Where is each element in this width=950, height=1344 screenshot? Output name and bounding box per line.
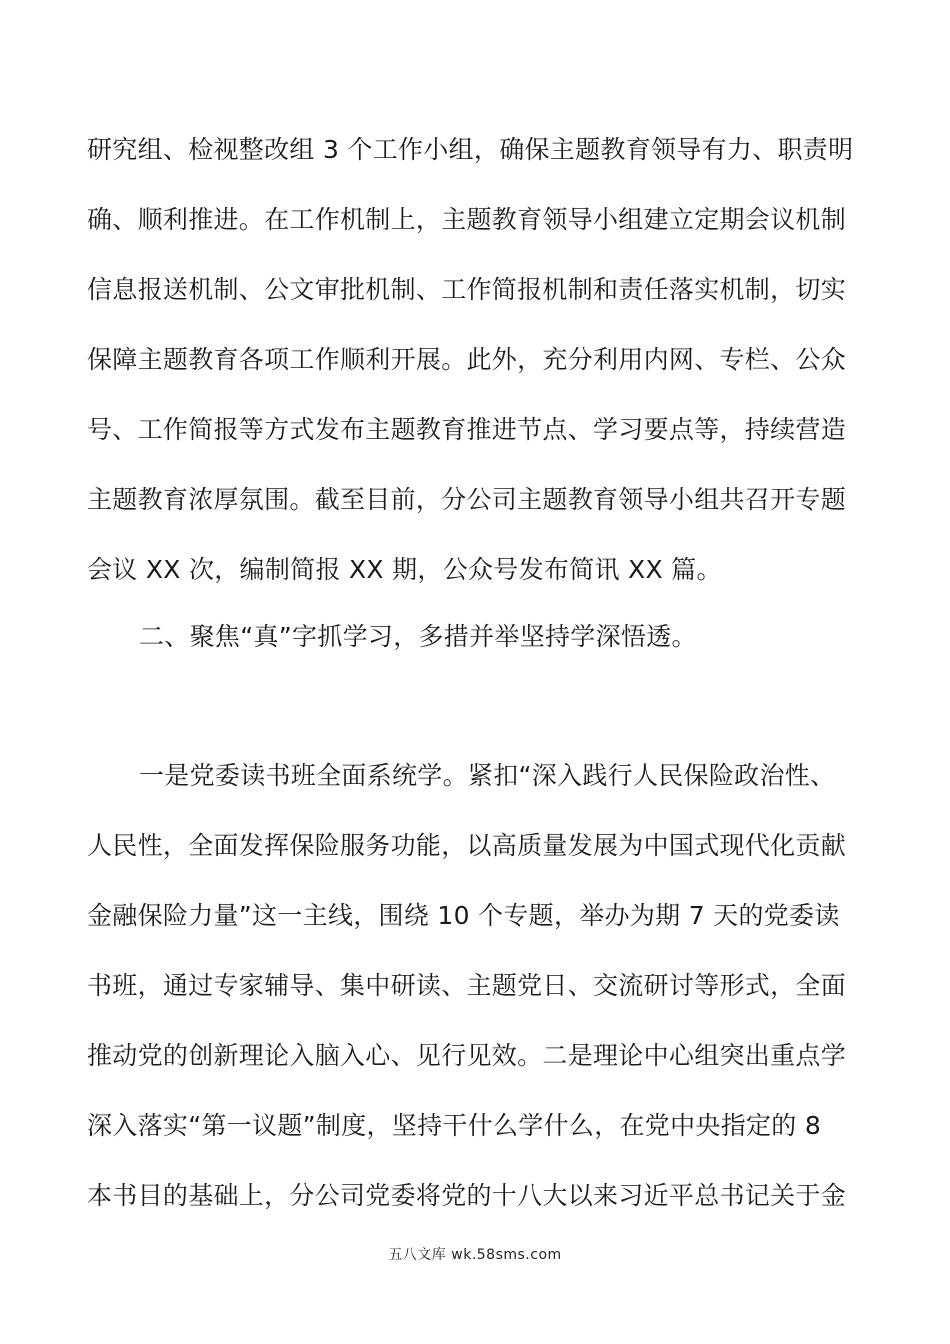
paragraph-2: [87, 741, 867, 1231]
text-line: 号、工作简报等方式发布主题教育推进节点、学习要点等，持续营造: [87, 415, 847, 444]
section-heading-text: 二、聚焦“真”字抓学习，多措并举坚持学深悟透。: [139, 622, 697, 651]
text-line: 研究组、检视整改组 3 个工作小组，确保主题教育领导有力、职责明: [87, 135, 854, 164]
text-line: 深入落实“第一议题”制度，坚持干什么学什么，在党中央指定的 8: [87, 1111, 822, 1140]
text-line: 主题教育浓厚氛围。截至目前，分公司主题教育领导小组共召开专题: [87, 485, 847, 514]
text-line: 金融保险力量”这一主线，围绕 10 个专题，举办为期 7 天的党委读: [87, 901, 840, 930]
footer-watermark: 五八文库 wk.58sms.com: [388, 1247, 562, 1263]
text-line: 信息报送机制、公文审批机制、工作简报机制和责任落实机制，切实: [87, 275, 847, 304]
text-line: 一是党委读书班全面系统学。紧扣“深入践行人民保险政治性、: [139, 761, 836, 790]
text-line: 会议 XX 次，编制简报 XX 期，公众号发布简讯 XX 篇。: [87, 555, 722, 584]
text-line: 本书目的基础上，分公司党委将党的十八大以来习近平总书记关于金: [87, 1181, 847, 1210]
paragraph-1: [87, 115, 867, 605]
text-line: 人民性，全面发挥保险服务功能，以高质量发展为中国式现代化贡献: [87, 831, 847, 860]
text-line: 推动党的创新理论入脑入心、见行见效。二是理论中心组突出重点学: [87, 1041, 847, 1070]
text-line: 保障主题教育各项工作顺利开展。此外，充分利用内网、专栏、公众: [87, 345, 847, 374]
text-line: 书班，通过专家辅导、集中研读、主题党日、交流研讨等形式，全面: [87, 971, 847, 1000]
text-line: 确、顺利推进。在工作机制上，主题教育领导小组建立定期会议机制: [87, 205, 847, 234]
section-heading-2: [87, 602, 867, 672]
